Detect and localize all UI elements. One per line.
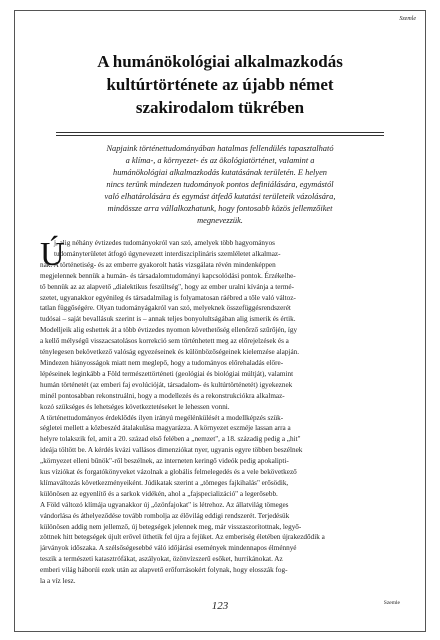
- body-line: zöttnek hitt betegségek újult erővel üthetik fel újra a fejüket. Az emberiség életében újrakezdődik a: [40, 533, 325, 542]
- body-line: la a víz lesz.: [40, 577, 76, 586]
- abstract-line: mindössze arra vállalkozhatunk, hogy fontosabb közös jellemzőiket: [107, 204, 333, 213]
- article-body: [40, 238, 401, 587]
- abstract-line: humánökológiai alkalmazkodás kutatásának területén. E helyen: [113, 168, 327, 177]
- body-line: Mindezen hiányosságok miatt nem meglepő, hogy a tudományos előrehaladás előre-: [40, 358, 284, 367]
- body-line: teszik a természeti katasztrófákat, aszályokat, özönvízszerű esőket, hurrikánokat. Az: [40, 555, 283, 564]
- title-line: kultúrtörténete az újabb német: [106, 75, 334, 94]
- body-line: klímaváltozás következményeiként. Júdikatak szerint a „tömeges fajkihalás" erősödik,: [40, 478, 289, 487]
- body-line: j, alig néhány évtizedes tudományokról van szó, amelyek több hagyományos: [54, 239, 275, 247]
- body-line: ténylegesen bekövetkező valóság egyezéseinek és különbözőségeinek kielemzése alapján.: [40, 348, 300, 357]
- body-line: lépéseinek leginkább a Föld természettörténeti (geológiai és biológiai múltját), valamint: [40, 369, 294, 378]
- abstract-line: a klíma-, a környezet- és az ökológiatörténet, valamint a: [125, 156, 315, 165]
- body-line: különösen az egyenlítő és a sarkok vidékén, ahol a „fajspecializáció" a legerősebb.: [40, 489, 278, 498]
- article-abstract: [52, 143, 388, 227]
- body-line: A Föld változó klímája ugyanakkor új „özönfajokat" is létrehoz. Az állatvilág tömeges: [40, 500, 289, 509]
- body-line: humán történetét (az emberi faj evolúcióját, társadalom- és kultúrtörténetét) igyekeznek: [40, 380, 293, 389]
- body-line: nak. A történetiség- és az emberre gyakorolt hatás vizsgálata révén mindenképpen: [40, 260, 276, 269]
- body-line: tő bennük az az alapvető „dialektikus feszültség", hogy az ember uralni kívánja a termé-: [40, 282, 294, 291]
- title-line: szakirodalom tükrében: [135, 98, 305, 117]
- abstract-line: nincs terünk mindezen tudományok pontos definiálására, egymástól: [106, 180, 334, 189]
- body-line: ideája töltött be. A kérdés kvázi vallásos dimenziókat nyer, ugyanis egyre többen beszélnek: [40, 446, 303, 455]
- body-line: „környezet elleni bűnök"-ről beszélnek, az interneten keringő videók pedig apokalipti-: [40, 457, 289, 466]
- body-line: tudományterületet átfogó úgynevezett interdiszciplináris szemléletet alkalmaz-: [54, 249, 281, 258]
- page-number: 123: [211, 600, 229, 612]
- body-line: minél pontosabban rekonstruálni, hogy a modellezés és a rekonstrukciókra alkalmaz-: [40, 391, 285, 400]
- body-line: A történettudományos érdeklődés ilyen irányú megélénkülését a modellképzés szük-: [40, 413, 284, 422]
- abstract-line: Napjaink történettudományában hatalmas fellendülés tapasztalható: [106, 144, 334, 153]
- title-divider-top: [56, 132, 384, 133]
- body-line: kozó szükséges és lehetséges következtetéseket le lehessen vonni.: [40, 402, 230, 411]
- abstract-line: való elhatárolására és egymást átfedő kutatási területeik vázolására,: [104, 192, 336, 201]
- title-divider-bottom: [56, 135, 384, 136]
- drop-cap: Ú: [40, 236, 65, 273]
- body-line: helyre tolakszik fel, amit a 20. század első felében a „nemzet", a 18. századig pedig a „hit": [40, 435, 301, 444]
- body-line: ségletei mellett a közbeszéd átalakulása magyarázza. A környezet eszméje lassan arra a: [40, 424, 291, 433]
- body-line: vándorlása és áthelyeződése tovább rombolja az élővilág eddigi rendszerét. Terjedésük: [40, 511, 290, 520]
- article-title: [40, 50, 400, 119]
- body-line: szetet, ugyanakkor egyénileg és társadalmilag is folyamatosan ráébred a tőle való változ-: [40, 293, 296, 302]
- body-line: emberi világ háborúi ezek után az alapvető erőforrásokért folynak, hogy elosszák fog-: [40, 566, 288, 575]
- continued-marker: Szemle: [383, 600, 400, 606]
- body-line: a kellő mélységű visszacsatolásos korrekció sem történhetett meg az előrejelzések és a: [40, 337, 289, 346]
- body-line: különösen addig nem jellemző, új betegségek jelennek meg, már visszaszorítottnak, legyő-: [40, 522, 302, 531]
- body-line: járványok időszaka. A szélsőségesebbé váló időjárási események mindennapos élménnyé: [40, 544, 297, 553]
- abstract-line: megnevezzük.: [197, 216, 243, 225]
- body-line: kus víziókat és forgatókönyveket vázolnak a globális felmelegedés és a vele bekövetkező: [40, 468, 297, 477]
- body-line: Modelljeik alig eshettek át a több évtizedes nyomon követhetőség ellenőrző szűrőjén, így: [40, 326, 298, 335]
- body-line: megjelennek bennük a humán- és társadalomtudományi kapcsolódási pontok. Érzékelhe-: [40, 271, 296, 280]
- title-line: A humánökológiai alkalmazkodás: [97, 52, 343, 71]
- section-label: Szemle: [399, 16, 416, 22]
- body-line: tudósai – saját bevallásuk szerint is – annak teljes bonyolultságában alig ismerik és értik.: [40, 315, 296, 324]
- body-line: tatlan függőségére. Olyan tudományágakról van szó, melyeknek összefüggésrendszerét: [40, 304, 291, 313]
